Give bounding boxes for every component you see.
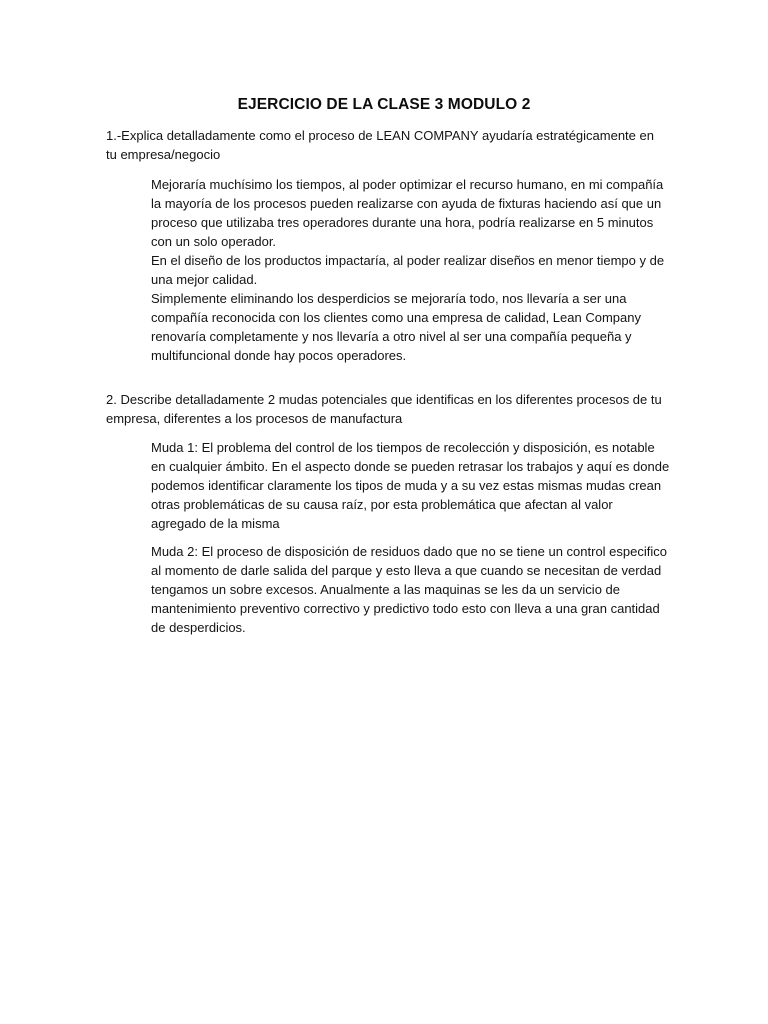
muda-2-paragraph: Muda 2: El proceso de disposición de residuos dado que no se tiene un control especifico al momento de darle salida del parque y esto lleva a que cuando se necesitan de verdad tengamos un sobre excesos. Anualmente a las maquinas se les da un servicio de mantenimiento preventivo correctivo y predictivo todo esto con lleva a una gran cantidad de desperdicios. (151, 544, 667, 635)
question-2-prompt: 2. Describe detalladamente 2 mudas potenciales que identificas en los diferentes procesos de tu empresa, diferentes a los procesos de manufactura (106, 392, 662, 426)
question-1-answer (151, 175, 671, 365)
answer-paragraph: En el diseño de los productos impactaría, al poder realizar diseños en menor tiempo y de una mejor calidad. (151, 253, 665, 287)
document-title: EJERCICIO DE LA CLASE 3 MODULO 2 (237, 96, 531, 113)
question-1-prompt: 1.-Explica detalladamente como el proceso de LEAN COMPANY ayudaría estratégicamente en tu empresa/negocio (106, 128, 654, 162)
answer-paragraph: Simplemente eliminando los desperdicios se mejoraría todo, nos llevaría a ser una compañía reconocida con los clientes como una empresa de calidad, Lean Company renovaría completamente y nos llevaría a otro nivel al ser una compañía pequeña y multifuncional donde hay pocos operadores. (151, 291, 641, 363)
muda-1-paragraph: Muda 1: El problema del control de los tiempos de recolección y disposición, es notable en cualquier ámbito. En el aspecto donde se pueden retrasar los trabajos y aquí es donde podemos identificar claramente los tipos de muda y a su vez estas mismas mudas crean otras problemáticas de su causa raíz, por esta problemática que afectan al valor agregado de la misma (151, 440, 670, 531)
answer-paragraph: Mejoraría muchísimo los tiempos, al poder optimizar el recurso humano, en mi compañía la mayoría de los procesos pueden realizarse con ayuda de fixturas haciendo así que un proceso que utilizaba tres operadores durante una hora, podría realizarse en 5 minutos con un solo operador. (151, 177, 664, 249)
